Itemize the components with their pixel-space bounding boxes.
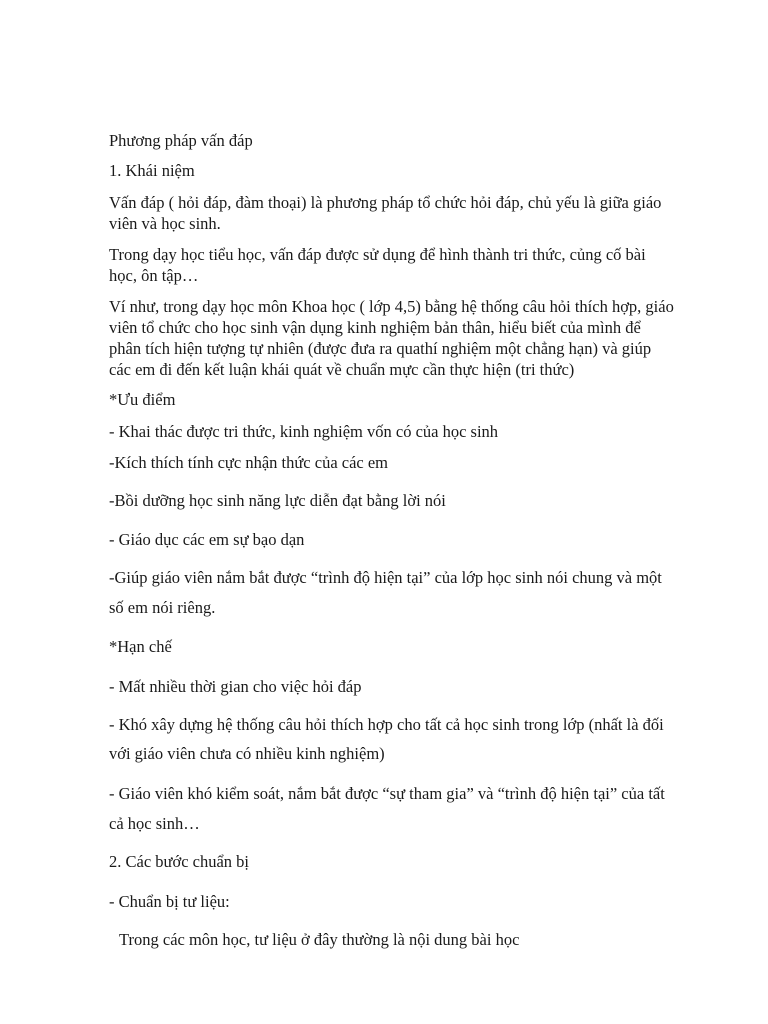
advantage-item: -Kích thích tính cực nhận thức của các em bbox=[109, 453, 389, 472]
limitation-item-line: - Giáo viên khó kiểm soát, nắm bắt được “sự tham gia” và “trình độ hiện tại” của tất bbox=[109, 784, 665, 803]
preparation-item-text: Trong các môn học, tư liệu ở đây thường là nội dung bài học bbox=[119, 930, 520, 949]
paragraph-example-line: Ví như, trong dạy học môn Khoa học ( lớp 4,5) bằng hệ thống câu hỏi thích hợp, giáo bbox=[109, 297, 674, 316]
section-heading-preparation: 2. Các bước chuẩn bị bbox=[109, 852, 250, 871]
limitation-item: - Mất nhiều thời gian cho việc hỏi đáp bbox=[109, 677, 362, 696]
limitation-item-line: cả học sinh… bbox=[109, 814, 200, 833]
paragraph-definition-line: viên và học sinh. bbox=[109, 214, 221, 233]
document-title: Phương pháp vấn đáp bbox=[109, 131, 253, 150]
advantages-heading: *Ưu điểm bbox=[109, 390, 176, 409]
paragraph-example-line: các em đi đến kết luận khái quát về chuẩn mực cần thực hiện (tri thức) bbox=[109, 360, 575, 379]
limitations-heading: *Hạn chế bbox=[109, 637, 172, 656]
advantage-item: - Khai thác được tri thức, kinh nghiệm vốn có của học sinh bbox=[109, 422, 499, 441]
paragraph-example-line: phân tích hiện tượng tự nhiên (được đưa ra quathí nghiệm một chẳng hạn) và giúp bbox=[109, 339, 652, 358]
advantage-item: - Giáo dục các em sự bạo dạn bbox=[109, 530, 305, 549]
section-heading-concept: 1. Khái niệm bbox=[109, 161, 195, 180]
paragraph-usage-line: Trong dạy học tiểu học, vấn đáp được sử dụng để hình thành tri thức, củng cố bài bbox=[109, 245, 646, 264]
preparation-item: - Chuẩn bị tư liệu: bbox=[109, 892, 230, 911]
paragraph-usage-line: học, ôn tập… bbox=[109, 266, 199, 285]
advantage-item: -Bồi dưỡng học sinh năng lực diễn đạt bằng lời nói bbox=[109, 491, 446, 510]
limitation-item-line: với giáo viên chưa có nhiều kinh nghiệm) bbox=[109, 744, 385, 763]
advantage-item-line: -Giúp giáo viên nắm bắt được “trình độ hiện tại” của lớp học sinh nói chung và một bbox=[109, 568, 662, 587]
paragraph-definition-line: Vấn đáp ( hỏi đáp, đàm thoại) là phương pháp tổ chức hỏi đáp, chủ yếu là giữa giáo bbox=[109, 193, 662, 212]
paragraph-example-line: viên tổ chức cho học sinh vận dụng kinh nghiệm bản thân, hiểu biết của mình để bbox=[109, 318, 641, 337]
advantage-item-line: số em nói riêng. bbox=[109, 598, 216, 617]
limitation-item-line: - Khó xây dựng hệ thống câu hỏi thích hợp cho tất cả học sinh trong lớp (nhất là đối bbox=[109, 715, 664, 734]
